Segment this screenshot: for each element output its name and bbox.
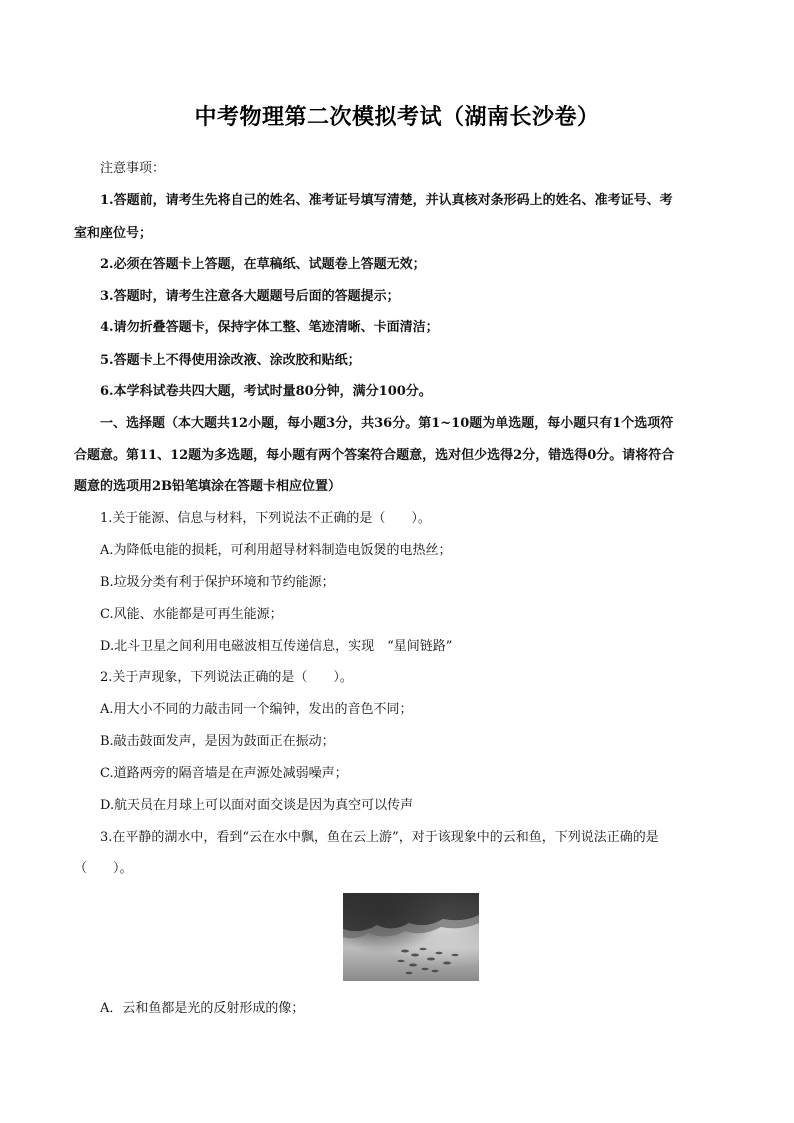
notice-heading: 注意事项： — [100, 161, 166, 176]
fish-cloud-illustration — [343, 893, 479, 981]
notice-item: 4.请勿折叠答题卡，保持字体工整、笔迹清晰、卡面清洁； — [100, 320, 439, 335]
question-stem-cont: （ ）。 — [74, 861, 133, 876]
notice-item: 6.本学科试卷共四大题，考试时量80分钟，满分100分。 — [100, 384, 432, 399]
section-heading-cont: 题意的选项用2B铅笔填涂在答题卡相应位置） — [74, 479, 342, 494]
section-heading-cont: 合题意。第11、12题为多选题，每小题有两个答案符合题意，选对但少选得2分，错选得0分。请将符合 — [74, 448, 675, 463]
question-option: A．云和鱼都是光的反射形成的像； — [100, 1001, 305, 1016]
question-option: D.航天员在月球上可以面对面交谈是因为真空可以传声 — [100, 798, 414, 813]
notice-item: 室和座位号； — [74, 226, 153, 241]
lake-fish-photo — [343, 893, 479, 981]
question-option: C.道路两旁的隔音墙是在声源处减弱噪声； — [100, 766, 348, 781]
notice-item: 5.答题卡上不得使用涂改液、涂改胶和贴纸； — [100, 353, 361, 368]
question-option: A.为降低电能的损耗，可利用超导材料制造电饭煲的电热丝； — [100, 543, 452, 558]
question-stem: 3.在平静的湖水中，看到“云在水中飘，鱼在云上游”，对于该现象中的云和鱼，下列说法正确的是 — [100, 830, 659, 845]
section-heading: 一、选择题（本大题共12小题，每小题3分，共36分。第1~10题为单选题，每小题只有1个选项符 — [100, 416, 674, 431]
page-title: 中考物理第二次模拟考试（湖南长沙卷） — [194, 105, 600, 130]
question-option: A.用大小不同的力敲击同一个编钟，发出的音色不同； — [100, 702, 413, 717]
question-option: B.敲击鼓面发声，是因为鼓面正在振动； — [100, 734, 335, 749]
question-stem: 2.关于声现象，下列说法正确的是（ ）。 — [100, 670, 353, 685]
notice-item: 1.答题前，请考生先将自己的姓名、准考证号填写清楚，并认真核对条形码上的姓名、准考证号、考 — [100, 193, 673, 208]
question-stem: 1.关于能源、信息与材料，下列说法不正确的是（ ）。 — [100, 511, 431, 526]
question-option: D.北斗卫星之间利用电磁波相互传递信息，实现 “星间链路” — [100, 639, 453, 654]
question-option: B.垃圾分类有利于保护环境和节约能源； — [100, 575, 335, 590]
notice-item: 3.答题时，请考生注意各大题题号后面的答题提示； — [100, 289, 400, 304]
notice-item: 2.必须在答题卡上答题，在草稿纸、试题卷上答题无效； — [100, 257, 426, 272]
question-option: C.风能、水能都是可再生能源； — [100, 607, 283, 622]
